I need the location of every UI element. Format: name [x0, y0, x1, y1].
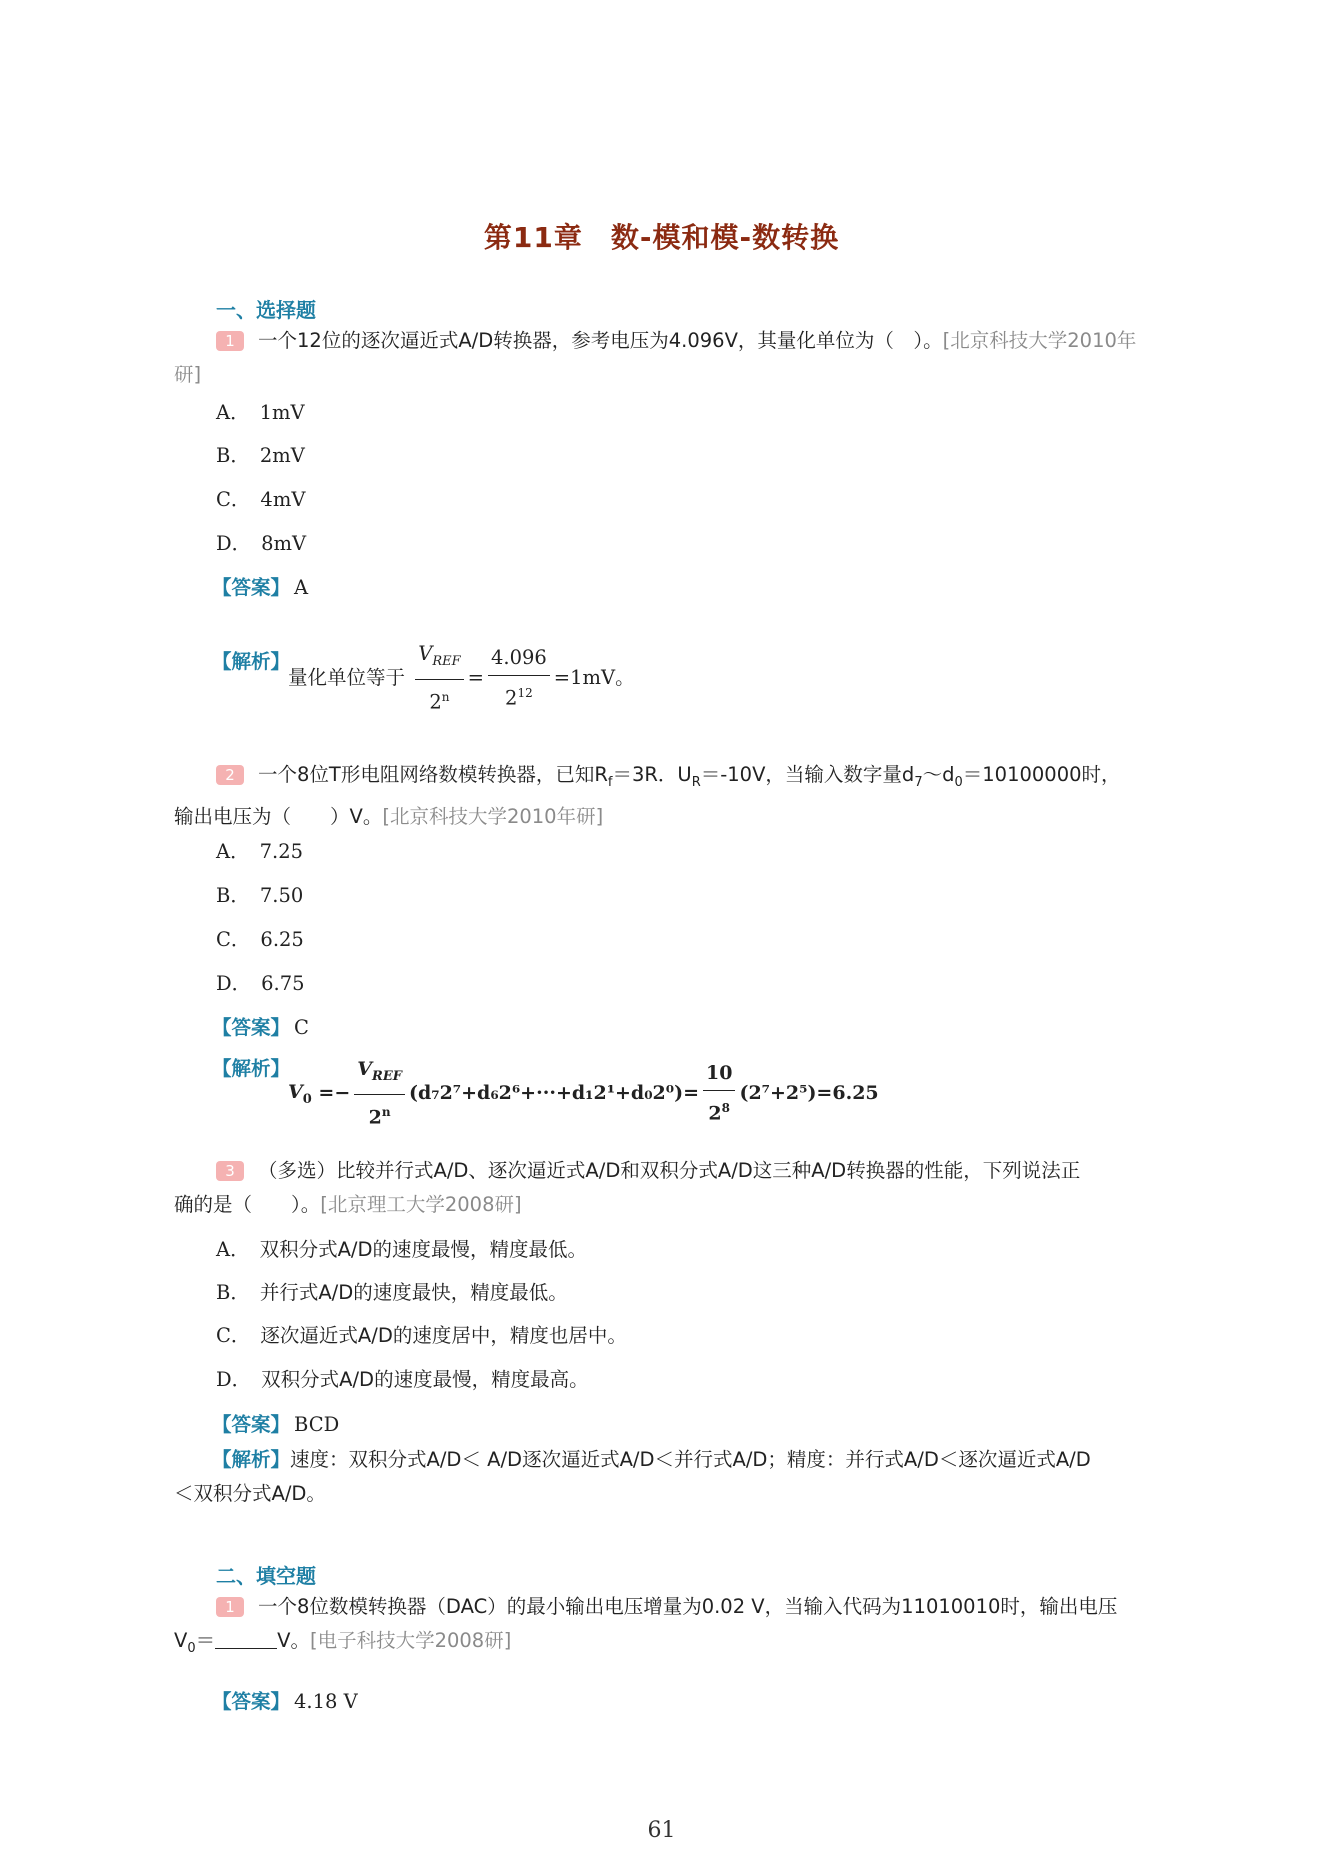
question-source: [北京理工大学2008研] [320, 1193, 522, 1216]
option-text: 双积分式A/D的速度最慢，精度最高。 [261, 1368, 589, 1391]
option-b [216, 1277, 568, 1305]
page-number: 61 [647, 1818, 676, 1843]
option-text: 双积分式A/D的速度最慢，精度最低。 [259, 1238, 588, 1261]
frac-den: 2 [505, 686, 518, 710]
question-source: [北京科技大学2010年研] [174, 329, 1137, 386]
option-letter: C． [216, 928, 251, 951]
question-text: 确的是（ ）。 [174, 1193, 321, 1216]
option-letter: D． [216, 532, 252, 555]
answer-2 [212, 1012, 309, 1040]
chapter-title [0, 216, 1323, 256]
question-sub: R [691, 774, 701, 790]
analysis-text: 速度：双积分式A/D＜ A/D逐次逼近式A/D＜并行式A/D；精度：并行式A/D＜逐次逼近式A/D [290, 1448, 1091, 1471]
question-text: 一个12位的逐次逼近式A/D转换器，参考电压为4.096V，其量化单位为（ ）。 [258, 329, 943, 352]
option-d [216, 1364, 589, 1392]
frac-num: V [418, 642, 433, 665]
option-text: 1mV [259, 401, 305, 424]
option-text: 逐次逼近式A/D的速度居中，精度也居中。 [260, 1324, 627, 1347]
answer-fill-1 [212, 1686, 358, 1714]
formula-v-sub: 0 [302, 1091, 312, 1107]
option-text: 8mV [261, 532, 307, 555]
frac-num: V [357, 1058, 373, 1080]
answer-1 [212, 572, 308, 600]
answer-value: BCD [294, 1413, 340, 1436]
frac-num: 10 [703, 1056, 735, 1091]
frac-num-sub: REF [372, 1068, 402, 1084]
analysis-result: =1mV。 [553, 666, 635, 690]
question-text: 一个8位T形电阻网络数模转换器，已知R [258, 763, 608, 786]
question-1 [174, 324, 1154, 392]
analysis-label: 【解析】 [212, 650, 291, 673]
question-text: ＝ [195, 1629, 216, 1652]
frac-num: 4.096 [488, 641, 550, 676]
analysis-text: 量化单位等于 [288, 666, 406, 690]
option-text: 并行式A/D的速度最快，精度最低。 [259, 1281, 568, 1304]
option-c [216, 1320, 627, 1348]
answer-value: 4.18 V [294, 1690, 358, 1713]
option-d [216, 968, 305, 996]
option-letter: A． [216, 401, 250, 424]
question-sub: 7 [914, 774, 923, 790]
option-text: 6.25 [260, 928, 304, 951]
frac-num-sub: REF [432, 653, 461, 669]
fraction-vref [415, 637, 463, 719]
answer-blank [215, 1630, 277, 1649]
formula-v: V [288, 1081, 303, 1104]
question-text: ＝10100000时， [962, 763, 1121, 786]
formula-result: (2⁷+2⁵)=6.25 [739, 1082, 879, 1105]
option-b [216, 440, 305, 468]
analysis-text: ＜双积分式A/D。 [174, 1482, 326, 1505]
option-a [216, 397, 305, 425]
analysis-label: 【解析】 [212, 1057, 291, 1080]
option-letter: D． [216, 1368, 252, 1391]
question-text: ～d [922, 763, 955, 786]
option-text: 7.25 [259, 840, 304, 863]
question-text: （多选）比较并行式A/D、逐次逼近式A/D和双积分式A/D这三种A/D转换器的性能，下列说法正 [258, 1159, 1081, 1182]
question-number-badge: 1 [216, 331, 244, 351]
question-source: [电子科技大学2008研] [309, 1629, 512, 1652]
question-text: ＝-10V，当输入数字量d [700, 763, 915, 786]
fraction-vref [354, 1052, 405, 1134]
question-number-badge: 3 [216, 1161, 244, 1181]
fill-question-1 [174, 1590, 1154, 1666]
option-c [216, 924, 304, 952]
option-letter: B． [216, 1281, 250, 1304]
question-number-badge: 1 [216, 1597, 244, 1617]
question-text: 一个8位数模转换器（DAC）的最小输出电压增量为0.02 V，当输入代码为11010010时，输出电压 [258, 1595, 1118, 1618]
analysis-3 [174, 1443, 1164, 1511]
option-text: 6.75 [261, 972, 305, 995]
answer-value: C [294, 1016, 309, 1039]
option-a [216, 836, 303, 864]
chapter-number: 第11章 [483, 221, 583, 254]
fraction-4096 [488, 641, 550, 716]
formula-sum: (d₇2⁷+d₆2⁶+···+d₁2¹+d₀2⁰)= [408, 1082, 699, 1105]
answer-label: 【答案】 [212, 1690, 291, 1713]
option-letter: C． [216, 1324, 251, 1347]
answer-3 [212, 1409, 339, 1437]
option-letter: B． [216, 444, 250, 467]
option-letter: B． [216, 884, 250, 907]
option-letter: D． [216, 972, 252, 995]
question-text: ＝3R．U [612, 763, 692, 786]
frac-den: 2 [368, 1106, 382, 1129]
option-letter: C． [216, 488, 251, 511]
frac-den-sup: 12 [517, 685, 533, 700]
answer-label: 【答案】 [212, 1016, 291, 1039]
option-text: 7.50 [259, 884, 304, 907]
frac-den-sup: n [381, 1104, 391, 1119]
section-heading-choice: 一、选择题 [216, 298, 316, 322]
frac-den-sup: n [441, 689, 450, 704]
analysis-label: 【解析】 [212, 1448, 291, 1471]
frac-den-sup: 8 [721, 1100, 731, 1115]
chapter-name: 数-模和模-数转换 [610, 221, 840, 254]
analysis-formula: 量化单位等于 $\frac{V_{REF}}{2^n}$ = $\frac{4.096}{2^{12}}$ =1mV。 [288, 637, 635, 719]
answer-value: A [294, 576, 309, 599]
question-3 [174, 1154, 1154, 1222]
fraction-10 [703, 1056, 735, 1130]
frac-den: 2 [708, 1102, 722, 1125]
option-text: 4mV [260, 488, 306, 511]
option-letter: A． [216, 840, 250, 863]
option-b [216, 880, 303, 908]
answer-label: 【答案】 [212, 576, 291, 599]
question-sub: f [607, 774, 613, 790]
question-sub: 0 [187, 1640, 196, 1656]
question-source: [北京科技大学2010年研] [382, 804, 604, 828]
analysis-formula: $V_0$ =− $\frac{V_{REF}}{2^n}$ (d₇2⁷+d₆2⁶+···+d₁2¹+d₀2⁰)= $\frac{10}{2^8}$ (2⁷+2⁵)=6.25 [288, 1052, 879, 1134]
frac-den: 2 [429, 690, 442, 714]
question-sub: 0 [954, 774, 963, 790]
question-text: V [174, 1629, 188, 1652]
option-c [216, 484, 305, 512]
question-text: V。 [277, 1629, 310, 1652]
option-letter: A． [216, 1238, 250, 1261]
option-a [216, 1234, 587, 1262]
section-heading-fill: 二、填空题 [216, 1564, 316, 1588]
question-text: 输出电压为（ ）V。 [174, 804, 383, 828]
answer-label: 【答案】 [212, 1413, 291, 1436]
option-text: 2mV [259, 444, 305, 467]
question-2 [174, 758, 1154, 834]
question-number-badge: 2 [216, 765, 244, 785]
option-d [216, 528, 306, 556]
